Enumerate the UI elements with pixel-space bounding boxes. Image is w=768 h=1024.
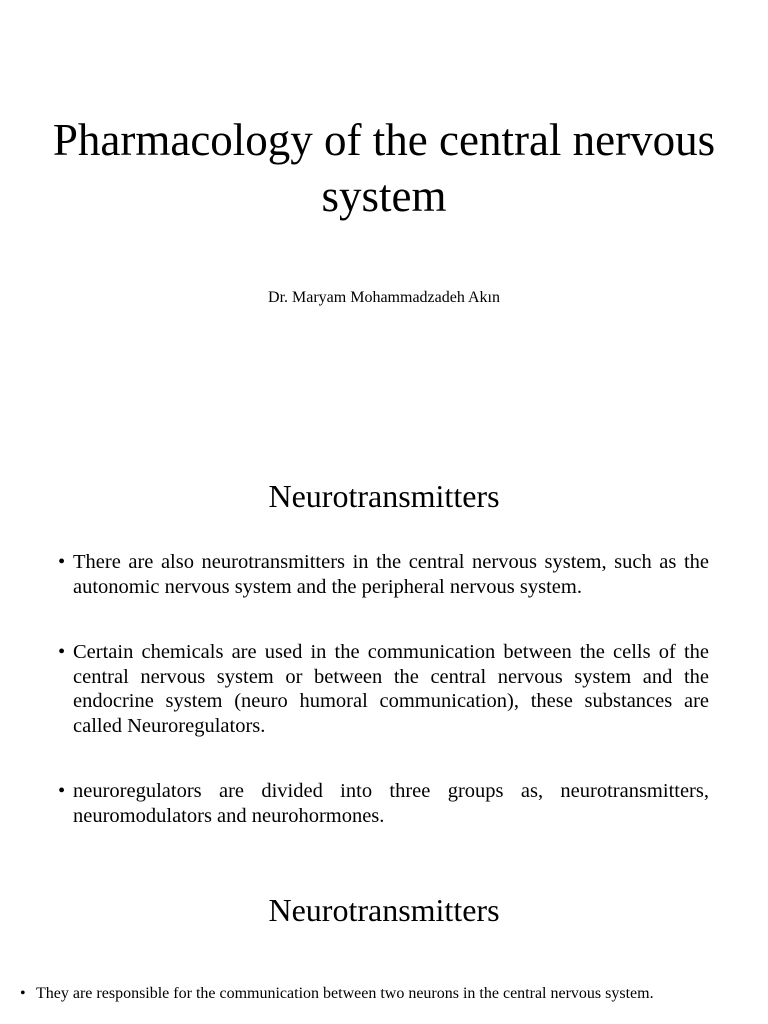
bullet-icon: • xyxy=(58,641,66,663)
bullet-icon: • xyxy=(20,985,26,1002)
bullet-item xyxy=(58,640,709,738)
bullet-text: Certain chemicals are used in the communication between the cells of the central nervous system or between the central nervous system and the endocrine system (neuro humoral communication), these substances are called Neuroregulators. xyxy=(73,641,709,737)
bullet-text: They are responsible for the communication between two neurons in the central nervous system. xyxy=(36,985,654,1002)
author-subtitle: Dr. Maryam Mohammadzadeh Akın xyxy=(268,289,500,306)
slide-heading: Neurotransmitters xyxy=(268,892,500,928)
bullet-text: neuroregulators are divided into three groups as, neurotransmitters, neuromodulators and neurohormones. xyxy=(73,780,709,827)
bullet-item xyxy=(58,779,709,828)
bullet-icon: • xyxy=(58,780,66,802)
title-slide xyxy=(0,0,768,432)
bullet-text: There are also neurotransmitters in the central nervous system, such as the autonomic nervous system and the peripheral nervous system. xyxy=(73,551,709,598)
bullet-item xyxy=(58,550,709,599)
bullet-list xyxy=(20,984,700,1004)
bullet-list xyxy=(58,550,709,869)
bullet-icon: • xyxy=(58,551,66,573)
neurotransmitters-slide-1 xyxy=(0,432,768,864)
bullet-item xyxy=(20,984,700,1004)
neurotransmitters-slide-2 xyxy=(0,864,768,1024)
presentation-title: Pharmacology of the central nervous system xyxy=(52,115,716,221)
slide-heading: Neurotransmitters xyxy=(268,478,500,514)
